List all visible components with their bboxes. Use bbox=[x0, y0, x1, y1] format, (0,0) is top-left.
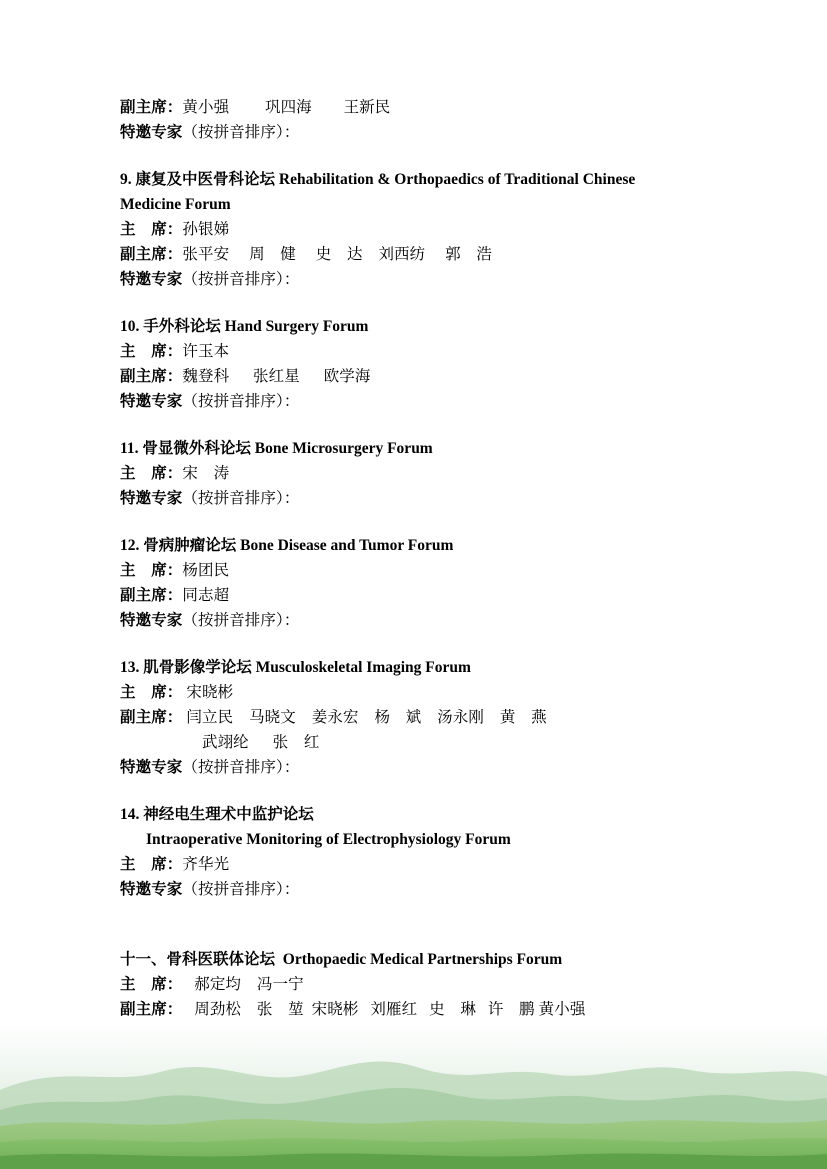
section-9 bbox=[120, 167, 707, 292]
section-12-row-0-value: 杨团民 bbox=[182, 562, 230, 579]
section-13-row-1-value: 闫立民 马晓文 姜永宏 杨 斌 汤永刚 黄 燕 bbox=[182, 709, 547, 726]
section-10-row-1-value: 魏登科 张红星 欧学海 bbox=[182, 368, 371, 385]
section-13-row-0 bbox=[120, 680, 707, 705]
section-12-row-0 bbox=[120, 558, 707, 583]
section-13-number: 13. bbox=[120, 659, 140, 676]
section-10-heading bbox=[120, 314, 707, 339]
section-13-row-1 bbox=[120, 705, 707, 730]
final-section-row-1-label: 副主席： bbox=[120, 1001, 175, 1018]
section-14-row-0 bbox=[120, 852, 707, 877]
section-11-title-en: Bone Microsurgery Forum bbox=[254, 440, 433, 457]
section-9-row-0-label: 主 席： bbox=[120, 221, 183, 238]
top-row-1 bbox=[120, 120, 707, 145]
final-section-row-0-label: 主 席： bbox=[120, 976, 175, 993]
final-section-row-0 bbox=[120, 972, 707, 997]
section-11-row-1 bbox=[120, 486, 707, 511]
section-14-row-0-label: 主 席： bbox=[120, 856, 183, 873]
section-13-title-en: Musculoskeletal Imaging Forum bbox=[255, 659, 471, 676]
section-9-row-2-label: 特邀专家 bbox=[120, 271, 183, 288]
section-9-row-1-value: 张平安 周 健 史 达 刘西纺 郭 浩 bbox=[182, 246, 492, 263]
section-13-row-2 bbox=[120, 730, 707, 755]
section-12-row-2-label: 特邀专家 bbox=[120, 612, 183, 629]
section-10-row-2-label: 特邀专家 bbox=[120, 393, 183, 410]
top-row-0-label: 副主席： bbox=[120, 99, 183, 116]
section-10-number: 10. bbox=[120, 318, 140, 335]
section-9-number: 9. bbox=[120, 171, 132, 188]
top-row-0-value: 黄小强 巩四海 王新民 bbox=[182, 99, 391, 116]
section-11-heading bbox=[120, 436, 707, 461]
top-block bbox=[120, 95, 707, 145]
section-11-row-1-value: （按拼音排序）： bbox=[182, 490, 300, 507]
section-14-row-1 bbox=[120, 877, 707, 902]
section-12-heading bbox=[120, 533, 707, 558]
section-12 bbox=[120, 533, 707, 633]
section-12-row-1 bbox=[120, 583, 707, 608]
section-10 bbox=[120, 314, 707, 414]
section-12-title-en: Bone Disease and Tumor Forum bbox=[240, 537, 454, 554]
section-10-row-1-label: 副主席： bbox=[120, 368, 183, 385]
section-10-row-0-value: 许玉本 bbox=[182, 343, 230, 360]
section-9-title-en-2: Medicine Forum bbox=[120, 196, 231, 213]
section-10-row-2-value: （按拼音排序）： bbox=[182, 393, 300, 410]
section-12-row-2 bbox=[120, 608, 707, 633]
section-11-number: 11. bbox=[120, 440, 139, 457]
section-13-title-cn: 肌骨影像学论坛 bbox=[143, 659, 252, 676]
section-11-title-cn: 骨显微外科论坛 bbox=[142, 440, 251, 457]
section-12-row-1-value: 同志超 bbox=[182, 587, 230, 604]
section-14-row-1-value: （按拼音排序）： bbox=[182, 881, 300, 898]
section-12-row-0-label: 主 席： bbox=[120, 562, 183, 579]
section-14-row-0-value: 齐华光 bbox=[182, 856, 230, 873]
final-section-row-1-value: 周劲松 张 堃 宋晓彬 刘雁红 史 琳 许 鹏 黄小强 bbox=[174, 1001, 586, 1018]
top-row-0 bbox=[120, 95, 707, 120]
final-section-row-1 bbox=[120, 997, 707, 1022]
section-13-row-1-label: 副主席： bbox=[120, 709, 183, 726]
section-9-row-1 bbox=[120, 242, 707, 267]
final-section-title-en: Orthopaedic Medical Partnerships Forum bbox=[282, 951, 563, 968]
section-10-title-cn: 手外科论坛 bbox=[143, 318, 221, 335]
section-13-row-3 bbox=[120, 755, 707, 780]
section-12-number: 12. bbox=[120, 537, 140, 554]
section-10-row-2 bbox=[120, 389, 707, 414]
section-14-heading bbox=[120, 802, 707, 827]
section-14-title-cn: 神经电生理术中监护论坛 bbox=[143, 806, 314, 823]
section-13-row-0-label: 主 席： bbox=[120, 684, 183, 701]
section-final-partnerships bbox=[120, 947, 707, 1022]
section-11-row-1-label: 特邀专家 bbox=[120, 490, 183, 507]
section-12-title-cn: 骨病肿瘤论坛 bbox=[143, 537, 237, 554]
section-11-row-0-label: 主 席： bbox=[120, 465, 183, 482]
section-9-row-2 bbox=[120, 267, 707, 292]
top-row-1-value: （按拼音排序）： bbox=[182, 124, 300, 141]
top-row-1-label: 特邀专家 bbox=[120, 124, 183, 141]
section-13 bbox=[120, 655, 707, 780]
section-14-number: 14. bbox=[120, 806, 140, 823]
section-13-row-2-value: 武翊纶 张 红 bbox=[120, 734, 320, 751]
section-14-row-1-label: 特邀专家 bbox=[120, 881, 183, 898]
section-12-row-1-label: 副主席： bbox=[120, 587, 183, 604]
section-14 bbox=[120, 802, 707, 902]
section-10-row-0 bbox=[120, 339, 707, 364]
section-12-row-2-value: （按拼音排序）： bbox=[182, 612, 300, 629]
section-9-title-en: Rehabilitation & Orthopaedics of Traditional Chinese bbox=[278, 171, 636, 188]
section-9-title-cn: 康复及中医骨科论坛 bbox=[135, 171, 276, 188]
section-13-row-3-label: 特邀专家 bbox=[120, 759, 183, 776]
section-11 bbox=[120, 436, 707, 511]
section-10-row-0-label: 主 席： bbox=[120, 343, 183, 360]
section-9-row-1-label: 副主席： bbox=[120, 246, 183, 263]
final-section-title-cn: 十一、骨科医联体论坛 bbox=[120, 951, 276, 968]
section-11-row-0-value: 宋 涛 bbox=[182, 465, 230, 482]
section-13-heading bbox=[120, 655, 707, 680]
final-section-heading bbox=[120, 947, 707, 972]
section-14-title-en-2: Intraoperative Monitoring of Electrophysiology Forum bbox=[146, 831, 511, 848]
section-13-row-3-value: （按拼音排序）： bbox=[182, 759, 300, 776]
section-13-row-0-value: 宋晓彬 bbox=[182, 684, 234, 701]
section-10-title-en: Hand Surgery Forum bbox=[224, 318, 369, 335]
final-section-row-0-value: 郝定均 冯一宁 bbox=[174, 976, 304, 993]
section-9-heading bbox=[120, 167, 707, 192]
section-9-row-0-value: 孙银娣 bbox=[182, 221, 230, 238]
section-10-row-1 bbox=[120, 364, 707, 389]
section-9-row-2-value: （按拼音排序）： bbox=[182, 271, 300, 288]
section-9-row-0 bbox=[120, 217, 707, 242]
section-11-row-0 bbox=[120, 461, 707, 486]
